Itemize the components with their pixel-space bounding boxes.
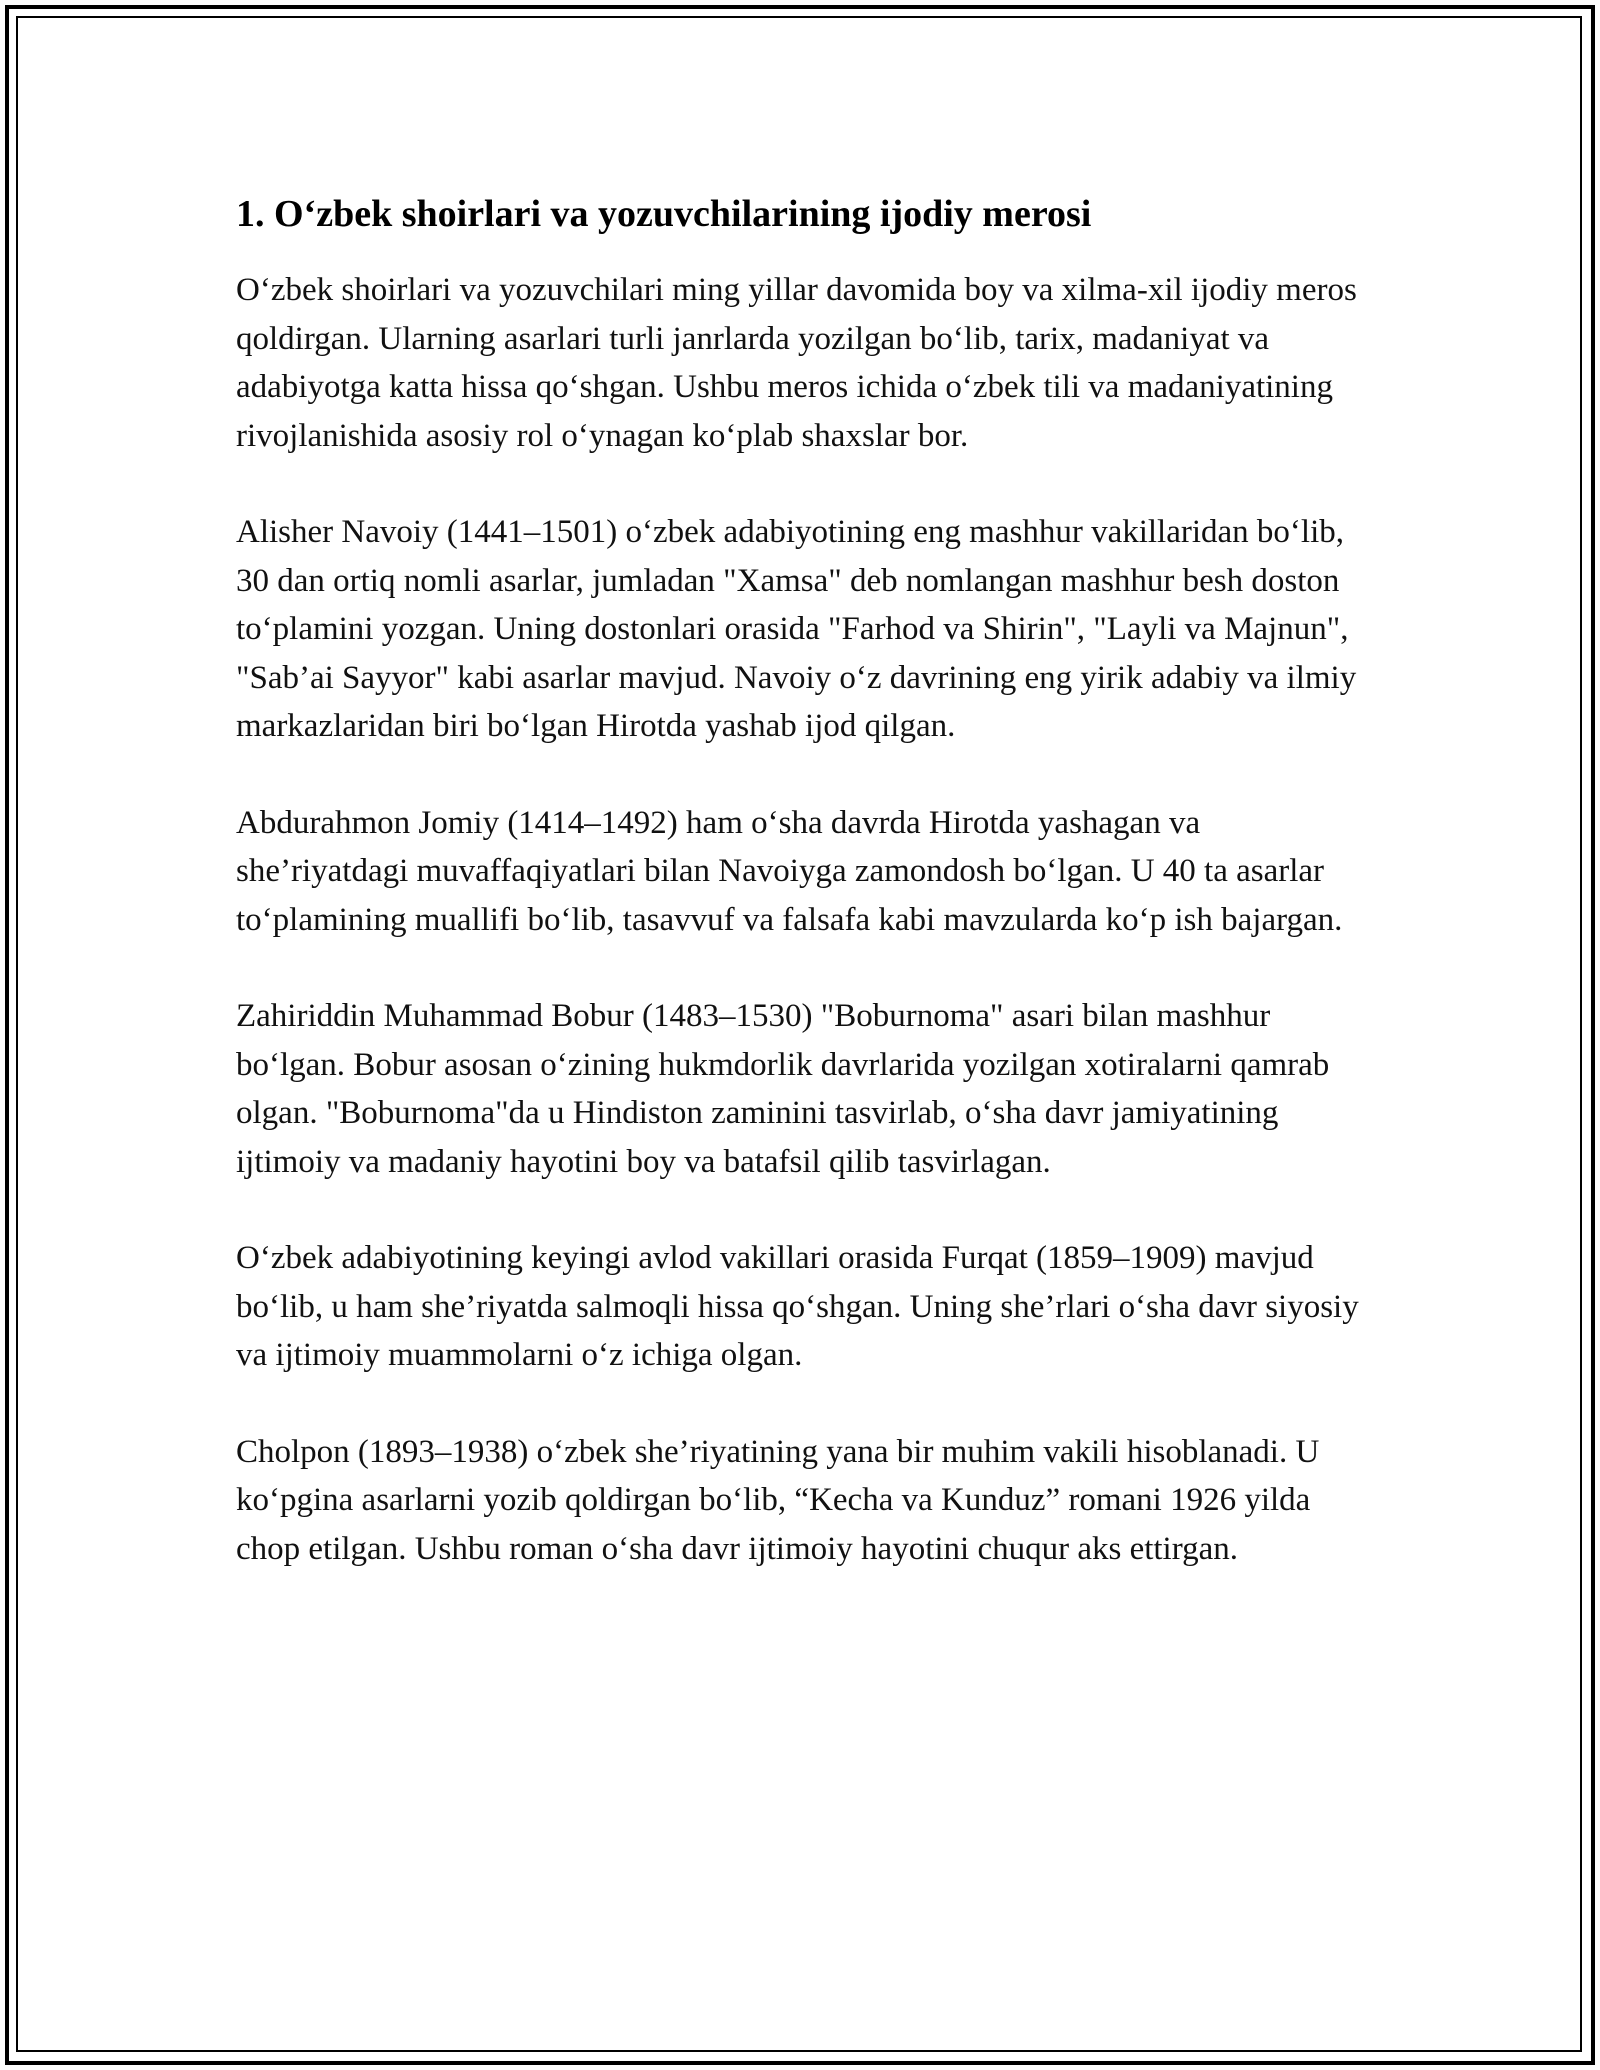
paragraph-intro: O‘zbek shoirlari va yozuvchilari ming yillar davomida boy va xilma-xil ijodiy meros qoldirgan. Ularning asarlari turli janrlarda yozilgan bo‘lib, tarix, madaniyat va adabiyotga katta hissa qo‘shgan. Ushbu meros ichida o‘zbek tili va madaniyatining rivojlanishida asosiy rol o‘ynagan ko‘plab shaxslar bor. [236,272,1357,454]
document-body [236,186,1376,1621]
page-title: 1. O‘zbek shoirlari va yozuvchilarining ijodiy merosi [236,193,1092,235]
paragraph-furqat: O‘zbek adabiyotining keyingi avlod vakillari orasida Furqat (1859–1909) mavjud bo‘lib, u ham she’riyatda salmoqli hissa qo‘shgan. Uning she’rlari o‘sha davr siyosiy va ijtimoiy muammolarni o‘z ichiga olgan. [236,1240,1359,1373]
paragraph-navoiy: Alisher Navoiy (1441–1501) o‘zbek adabiyotining eng mashhur vakillaridan bo‘lib, 30 dan ortiq nomli asarlar, jumladan "Xamsa" deb nomlangan mashhur besh doston to‘plamini yozgan. Uning dostonlari orasida "Farhod va Shirin", "Layli va Majnun", "Sab’ai Sayyor" kabi asarlar mavjud. Navoiy o‘z davrining eng yirik adabiy va ilmiy markazlaridan biri bo‘lgan Hirotda yashab ijod qilgan. [236,514,1357,744]
paragraph-cholpon: Cholpon (1893–1938) o‘zbek she’riyatining yana bir muhim vakili hisoblanadi. U ko‘pgina asarlarni yozib qoldirgan bo‘lib, “Kecha va Kunduz” romani 1926 yilda chop etilgan. Ushbu roman o‘sha davr ijtimoiy hayotini chuqur aks ettirgan. [236,1433,1320,1567]
paragraph-jomiy: Abdurahmon Jomiy (1414–1492) ham o‘sha davrda Hirotda yashagan va she’riyatdagi muvaffaqiyatlari bilan Navoiyga zamondosh bo‘lgan. U 40 ta asarlar to‘plamining muallifi bo‘lib, tasavvuf va falsafa kabi mavzularda ko‘p ish bajargan. [236,804,1343,938]
paragraph-bobur: Zahiriddin Muhammad Bobur (1483–1530) "Boburnoma" asari bilan mashhur bo‘lgan. Bobur asosan o‘zining hukmdorlik davrlarida yozilgan xotiralarni qamrab olgan. "Boburnoma"da u Hindiston zaminini tasvirlab, o‘sha davr jamiyatining ijtimoiy va madaniy hayotini boy va batafsil qilib tasvirlagan. [236,998,1330,1180]
